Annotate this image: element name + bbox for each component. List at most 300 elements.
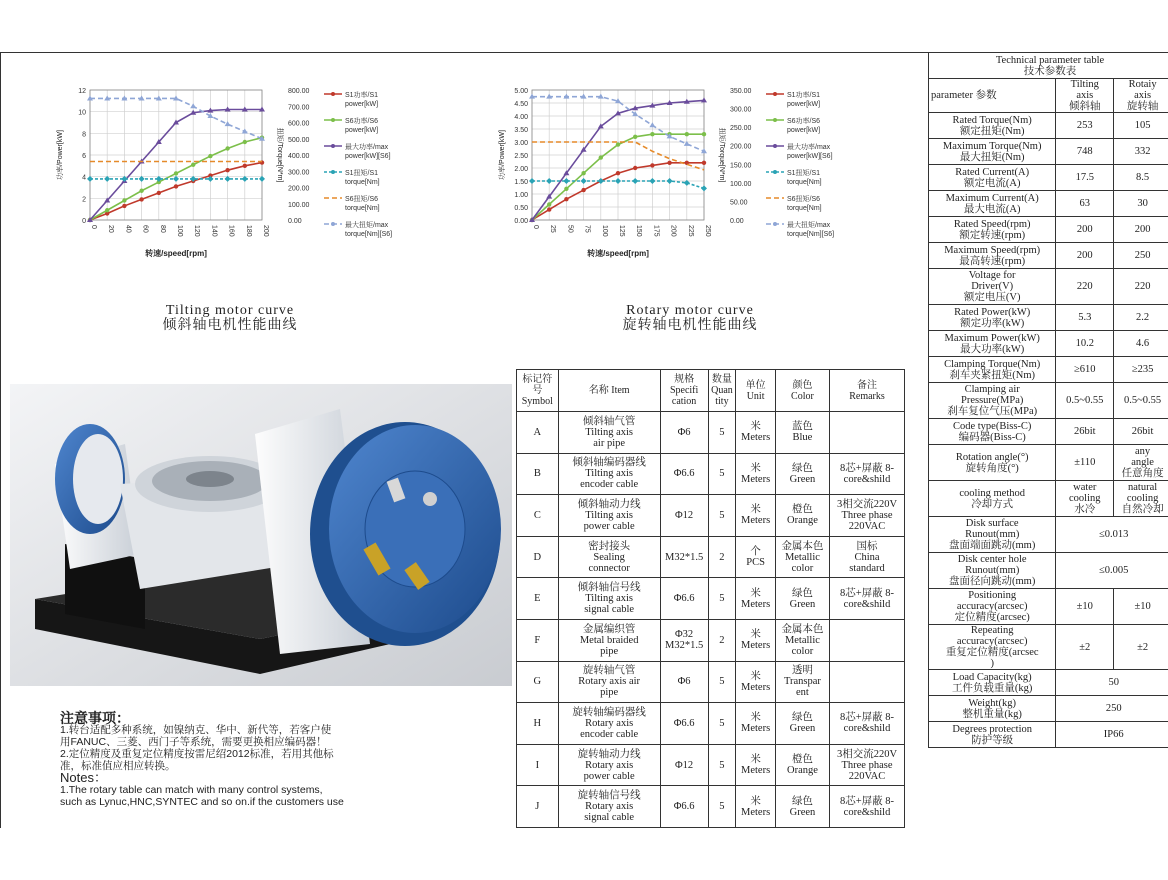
cell-line: Pressure(MPa) [960,395,1024,406]
cell-line: D [533,551,542,563]
legend-label: power[kW][S6] [345,153,391,160]
cell-line: Voltage for [968,270,1016,281]
legend-marker [773,118,777,122]
cell-line: C [533,509,541,521]
cell-line: power cable [583,520,635,532]
cell-line: Meters [741,723,771,735]
x-axis-label: 转速/speed[rpm] [587,249,649,258]
cell-line: power cable [583,770,635,782]
parts-cell [660,412,708,454]
y-tick-label: 2 [82,196,86,204]
y2-tick-label: 0.00 [730,218,744,225]
legend-label: S1功率/S1 [787,92,821,99]
cell-line: accuracy(arcsec) [956,601,1028,612]
cell-line: 盘面径向跳动(mm) [949,576,1036,587]
cell-line: 5 [719,801,725,813]
note-line: such as Lynuc,HNC,SYNTEC and so on.if the customers use [60,796,344,808]
param-name-cell [929,357,1056,383]
cell-line: H [533,717,542,729]
param-name-cell [929,331,1056,357]
data-point [667,161,671,165]
cell-line: 26bit [1073,426,1096,437]
cell-line: 米 [750,462,761,474]
x-tick-label: 20 [107,225,115,233]
param-name-cell [929,383,1056,419]
title-line: Technical parameter table [995,54,1105,66]
tilting-value-cell [1056,217,1114,243]
tech-row [929,305,1168,331]
cell-line: 米 [750,587,761,599]
header-line: 号 [532,385,543,396]
param-name-cell [929,625,1056,670]
parts-row [517,703,905,745]
notes-cn-title: 注意事项： [60,710,130,726]
parts-cell [708,412,736,454]
parts-cell [775,744,829,786]
cell-line: ) [990,658,994,669]
y-tick-label: 12 [78,88,86,95]
parts-cell [775,703,829,745]
cell-line: Rotary axis [585,759,634,771]
parts-cell [517,703,559,745]
data-point [632,178,638,184]
data-point [139,189,143,193]
tech-row [929,357,1168,383]
legend-marker [773,144,777,148]
parts-cell [830,703,905,745]
tilting-motor-chart [52,78,452,288]
cell-line: 5 [719,593,725,605]
data-point [564,187,568,191]
data-point [633,135,637,139]
parts-cell [517,619,559,661]
cell-line: Green [789,598,816,610]
parts-cell [558,412,660,454]
y-tick-label: 4 [82,174,86,182]
parts-row [517,661,905,703]
x-tick-label: 200 [669,225,677,237]
cell-line: 旋转轴信号线 [577,790,641,802]
cell-line: 旋转轴编码器线 [572,706,646,718]
cell-line: 刹车复位气压(MPa) [947,406,1038,417]
cell-line: 金属本色 [781,540,824,552]
cell-line: Φ6.6 [673,468,695,480]
cell-line: 额定转速(rpm) [959,229,1026,241]
x-tick-label: 40 [124,225,132,233]
rotary-caption-cn: 旋转轴电机性能曲线 [622,318,758,333]
cell-line: 水冷 [1074,504,1096,515]
cell-line: 旋转轴气管 [582,665,636,677]
parts-cell [708,786,736,828]
y-tick-label: 6 [82,153,86,160]
cell-line: ±2 [1079,641,1091,653]
parts-cell [775,412,829,454]
header-line: Rotaiy [1128,79,1157,90]
cell-line: J [535,801,540,813]
cell-line: 10.2 [1075,338,1094,349]
cell-line: Metal braided [579,634,639,646]
cell-line: ent [796,687,809,699]
legend-label: torque[Nm] [345,179,380,186]
parts-row [517,453,905,495]
y2-tick-label: 50.00 [730,199,748,207]
cell-line: Meters [741,473,771,485]
cell-line: PCS [746,557,765,569]
cell-line: 8芯+屏蔽 8- [839,462,895,474]
header-line: 旋转轴 [1126,101,1159,112]
legend-label: 最大功率/max [787,144,831,151]
y2-tick-label: 800.00 [288,88,310,95]
legend-label: S6扭矩/S6 [787,196,821,203]
cell-line: 5 [719,717,725,729]
y2-tick-label: 300.00 [730,106,752,114]
cell-line: air pipe [593,437,626,449]
tech-row [929,589,1168,625]
x-axis-label: 转速/speed[rpm] [145,249,207,258]
title-line: 技术参数表 [1023,65,1077,77]
x-tick-label: 0 [90,225,97,229]
parts-row [517,578,905,620]
cell-line: M32*1.5 [664,640,704,652]
x-tick-label: 225 [686,225,694,237]
cell-line: 冷却方式 [971,498,1014,510]
tilting-value-cell [1056,243,1114,269]
cell-line: Φ6 [677,676,691,688]
parts-cell [775,619,829,661]
param-name-cell [929,445,1056,481]
data-point [702,161,706,165]
tech-row [929,191,1168,217]
cell-line: 8芯+屏蔽 8- [839,795,895,807]
cell-line: Maximum Torque(Nm) [942,140,1042,152]
parts-cell [830,744,905,786]
note-line: 准，标准值应相应转换。 [60,760,176,772]
cell-line: Meters [741,640,771,652]
cell-line: 任意角度 [1121,468,1164,479]
cell-line: 倾斜轴编码器线 [572,457,646,469]
parts-cell [775,661,829,703]
cell-line: 橙色 [791,504,813,516]
data-point [547,202,551,206]
cell-line: Meters [741,515,771,527]
param-name-cell [929,589,1056,625]
cell-line: Three phase [841,509,893,521]
cell-line: color [791,562,814,574]
data-point [157,191,161,195]
cell-line: 倾斜轴信号线 [577,582,641,594]
cell-line: M32*1.5 [664,551,704,563]
cell-line: 220 [1076,281,1093,292]
legend-label: torque[Nm] [787,205,822,212]
cell-line: 0.5~0.55 [1123,395,1162,406]
parts-cell [517,786,559,828]
parts-row [517,536,905,578]
x-tick-label: 25 [549,225,557,233]
parts-cell [660,578,708,620]
parts-cell [558,578,660,620]
header-line: tity [715,396,729,407]
cell-line: 自然冷却 [1121,504,1164,515]
legend-marker [773,92,777,96]
data-point [243,140,247,144]
cell-line: 防护等级 [971,734,1014,746]
parts-cell [775,786,829,828]
cell-line: China [854,551,880,563]
cell-line: Positioning [968,590,1017,601]
tech-table-title [929,53,1168,79]
cell-line: 最大扭矩(Nm) [959,151,1025,163]
cell-line: 额定电压(V) [963,292,1021,303]
tilting-value-cell [1056,269,1114,305]
cell-line: core&shild [843,806,891,818]
parts-cell [736,453,776,495]
cell-line: Meters [741,598,771,610]
cell-line: 米 [750,421,761,433]
cell-line: 绿色 [791,587,813,599]
cell-line: Maximum Power(kW) [944,332,1040,344]
rotary-value-cell [1114,243,1168,269]
param-name-cell [929,670,1056,696]
cell-line: 220VAC [848,770,886,782]
rotary-value-cell [1114,165,1168,191]
cell-line: ±10 [1134,601,1151,612]
cell-line: 透明 [791,665,813,677]
cell-line: 220VAC [848,520,886,532]
cell-line: signal cable [584,604,635,616]
cell-line: 米 [750,629,761,641]
cell-line: Rated Torque(Nm) [952,114,1032,126]
data-point [243,164,247,168]
note-line: 1.转台适配多种系统，如镍纳克、华中、新代等，若客户使 [60,724,332,736]
rotary-value-cell [1114,481,1168,517]
tech-row [929,331,1168,357]
data-point [667,178,673,184]
parts-cell [660,661,708,703]
cell-line: Driver(V) [971,281,1014,292]
data-point [649,178,655,184]
x-tick-label: 50 [566,225,574,233]
note-line: 用FANUC、三菱、西门子等系统，需要更换相应编码器！ [60,736,327,748]
legend-marker [331,118,335,122]
data-point [633,166,637,170]
param-value-merged: 250 [1056,696,1168,722]
cell-line: 米 [750,795,761,807]
cell-line: angle [1131,457,1154,468]
data-point [529,178,535,184]
cell-line: 绿色 [791,795,813,807]
param-name-cell [929,191,1056,217]
cell-line: 30 [1137,198,1148,209]
y2-tick-label: 400.00 [288,153,310,160]
parts-cell [558,661,660,703]
cell-line: Maximum Current(A) [945,192,1039,204]
legend-marker [773,170,777,174]
cell-line: pipe [600,687,619,699]
cell-line: 编码器(Biss-C) [958,431,1026,443]
cell-line: 250 [1134,250,1151,261]
cell-line: 米 [750,712,761,724]
legend-label: 最大扭矩/max [345,222,389,229]
header-line: cation [671,396,697,407]
cell-line: 刹车夹紧扭矩(Nm) [949,369,1036,381]
x-tick-label: 100 [600,225,608,237]
cell-line: Tilting axis [585,426,634,438]
parts-cell [558,786,660,828]
tech-row [929,517,1168,553]
y-tick-label: 0 [82,218,86,225]
cell-line: Green [789,806,816,818]
y2-tick-label: 100.00 [730,180,752,188]
tech-row [929,113,1168,139]
tech-row [929,165,1168,191]
tech-param-table [928,52,1168,748]
cell-line: Sealing [593,551,625,563]
tilting-value-cell [1056,165,1114,191]
cell-line: Meters [741,432,771,444]
x-tick-label: 60 [141,225,149,233]
data-point [105,208,109,212]
y-tick-label: 0.50 [514,205,528,212]
param-value-merged: 50 [1056,670,1168,696]
parts-cell [736,703,776,745]
tech-table-header-row [929,79,1168,113]
parts-cell [517,495,559,537]
tilting-value-cell [1056,357,1114,383]
data-point [701,185,707,191]
cell-line: Green [789,723,816,735]
legend-marker [773,222,777,226]
data-point [581,178,587,184]
legend-label: S6功率/S6 [345,118,379,125]
cell-line: 金属本色 [781,623,824,635]
cell-line: 倾斜轴气管 [582,415,636,427]
cell-line: 最大电流(A) [963,203,1021,215]
data-point [581,171,585,175]
tilting-value-cell [1056,445,1114,481]
data-point [225,121,231,126]
parts-cell [708,661,736,703]
header-line: 单位 [745,379,766,391]
tilting-value-cell [1056,113,1114,139]
rotary-value-cell [1114,625,1168,670]
cell-line: pipe [600,645,619,657]
data-point [546,178,552,184]
cell-line: 17.5 [1075,172,1094,183]
data-point [581,188,585,192]
legend-label: torque[Nm][S6] [345,231,393,238]
tilting-value-cell [1056,139,1114,165]
tilting-value-cell [1056,331,1114,357]
header-line: 规格 [674,374,695,385]
cell-line: any [1135,446,1151,457]
cell-line: 8芯+屏蔽 8- [839,712,895,724]
data-point [174,171,178,175]
data-point [684,141,690,146]
cell-line: 3相交流220V [836,498,898,510]
cell-line: 米 [750,670,761,682]
x-tick-label: 200 [262,225,269,237]
cell-line: 220 [1134,281,1151,292]
rotary-value-cell [1114,419,1168,445]
y-tick-label: 3.50 [514,127,528,134]
data-point [225,146,229,150]
cell-line: Degrees protection [952,723,1032,735]
cell-line: Metallic [784,551,820,563]
param-name-cell [929,517,1056,553]
tech-row [929,445,1168,481]
y2-axis-label: 扭矩/Torque[N*m] [718,127,725,183]
cell-line: Clamping Torque(Nm) [944,358,1041,370]
rotary-value-cell [1114,357,1168,383]
cell-line: 绿色 [791,712,813,724]
y-tick-label: 10 [78,109,86,117]
param-name-cell [929,419,1056,445]
cell-line: 2.2 [1136,312,1150,323]
cell-line: Φ6 [677,426,691,438]
header-line: Specifi [669,385,699,396]
data-point [649,122,655,127]
cell-line: 0.5~0.55 [1066,395,1104,406]
parts-col-header [736,370,776,412]
cell-line: 4.6 [1136,338,1150,349]
parts-cell [736,744,776,786]
cell-line: encoder cable [580,728,639,740]
data-point [191,163,195,167]
parts-cell [736,536,776,578]
rotary-caption-en: Rotary motor curve [626,303,754,318]
param-name-cell [929,217,1056,243]
rotary-value-cell [1114,445,1168,481]
tilting-value-cell [1056,383,1114,419]
parts-row [517,619,905,661]
tilting-caption-en: Tilting motor curve [165,303,295,318]
parts-cell [830,453,905,495]
parts-cell [558,536,660,578]
parts-col-header [558,370,660,412]
x-tick-label: 150 [635,225,643,237]
x-tick-label: 120 [193,225,201,237]
x-tick-label: 125 [618,225,625,237]
tech-row [929,722,1168,748]
y-tick-label: 8 [82,131,86,139]
y-tick-label: 2.50 [514,153,528,160]
cell-line: I [535,759,540,771]
parts-col-header [775,370,829,412]
header-line: Unit [746,390,765,402]
data-point [702,132,706,136]
cell-line: Transpar [783,676,821,688]
data-point [616,142,620,146]
parts-cell [830,578,905,620]
cell-line: Disk surface [965,518,1019,529]
cell-line: Metallic [784,634,820,646]
cell-line: 重复定位精度(arcsec [945,647,1039,658]
cell-line: Φ12 [675,759,694,771]
cell-line: Clamping air [964,384,1020,395]
parts-cell [517,412,559,454]
header-line: 标记符 [522,374,553,385]
rotary-value-cell [1114,139,1168,165]
parts-cell [660,619,708,661]
x-tick-label: 250 [704,225,711,237]
parts-cell [736,578,776,620]
cell-line: Three phase [841,759,893,771]
cell-line: 105 [1134,120,1151,131]
header-line: Quan [711,385,733,396]
cell-line: 2 [719,551,725,563]
param-name-cell [929,139,1056,165]
legend-label: torque[Nm] [787,179,822,186]
